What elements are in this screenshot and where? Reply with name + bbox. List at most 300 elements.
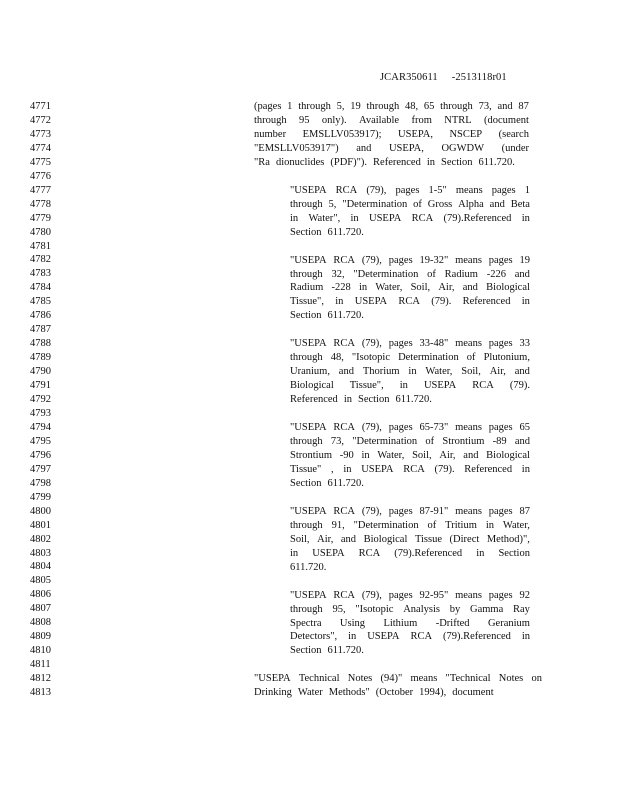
word: "Determination	[353, 519, 419, 531]
word: Geranium	[487, 617, 530, 629]
word: EMSLLV053917);	[302, 128, 382, 140]
word: Alpha	[458, 198, 484, 210]
word: "USEPA	[254, 673, 291, 685]
word: 95,	[332, 603, 346, 615]
word: and	[463, 450, 479, 461]
line-number: 4813	[30, 687, 51, 699]
paragraph-line	[290, 281, 530, 295]
word: Section	[441, 156, 473, 168]
word: in	[290, 547, 299, 559]
word: means	[455, 338, 482, 350]
paragraph-line	[290, 533, 530, 547]
word: 19-32"	[419, 254, 449, 266]
line-number: 4784	[30, 282, 51, 294]
word: pages	[388, 589, 413, 601]
word: through	[290, 519, 323, 531]
word: Soil,	[290, 533, 310, 545]
paragraph-line	[290, 561, 530, 575]
paragraph-line	[290, 547, 530, 561]
word: Ray	[513, 603, 530, 615]
word: Section	[290, 477, 322, 489]
word: "Isotopic	[355, 603, 394, 615]
word: and	[514, 268, 530, 280]
line-number: 4795	[30, 435, 51, 447]
word: and	[356, 142, 372, 154]
word: "EMSLLV053917")	[254, 142, 339, 154]
word: (79).Referenced	[442, 631, 511, 643]
word: in	[343, 394, 352, 406]
word: of	[427, 519, 437, 531]
word: -89	[492, 436, 507, 448]
word: USEPA	[312, 547, 345, 559]
word: RCA	[333, 338, 355, 350]
word: Water",	[308, 212, 341, 224]
word: in	[399, 380, 408, 392]
word: RCA	[335, 184, 358, 196]
word: Notes	[347, 673, 373, 685]
word: 611.720.	[327, 477, 364, 489]
line-number: 4802	[30, 533, 51, 545]
word: Uranium,	[290, 366, 330, 378]
word: (79).	[509, 380, 530, 392]
word: Spectra	[290, 617, 322, 629]
paragraph-line	[290, 337, 530, 351]
word: USEPA	[361, 463, 394, 475]
word: Strontium	[290, 450, 333, 461]
word: pages	[488, 589, 513, 601]
word: Notes	[498, 673, 524, 685]
word: 611.720.	[327, 226, 364, 238]
word: in	[426, 156, 436, 168]
line-number: 4782	[30, 254, 51, 266]
word: and	[497, 101, 513, 112]
paragraph-line	[290, 379, 530, 393]
word: (79),	[361, 505, 382, 517]
word: USEPA,	[398, 128, 433, 140]
word: Drinking	[254, 687, 292, 699]
word: Water,	[502, 519, 530, 531]
word: of	[413, 198, 422, 210]
word: (79),	[361, 422, 382, 434]
word: 611.720.	[327, 645, 364, 657]
word: -226	[486, 268, 506, 280]
word: Radium	[290, 282, 324, 294]
line-number: 4783	[30, 268, 51, 280]
word: 91,	[331, 519, 345, 531]
word: "USEPA	[290, 338, 327, 350]
word: in	[350, 212, 359, 224]
word: USEPA	[367, 631, 400, 643]
word: (79).Referenced	[443, 212, 512, 224]
word: and	[338, 366, 354, 378]
word: RCA	[411, 212, 434, 224]
paragraph-line	[290, 198, 530, 212]
paragraph-line	[290, 295, 530, 309]
line-number: 4805	[30, 575, 51, 587]
word: 65	[423, 101, 435, 112]
word: through	[290, 436, 323, 448]
word: means	[410, 673, 438, 685]
paragraph-line	[254, 156, 529, 170]
paragraph-line	[290, 421, 530, 435]
line-number: 4779	[30, 212, 51, 224]
word: (under	[501, 142, 529, 154]
word: Determination	[398, 352, 459, 364]
word: "USEPA	[290, 505, 327, 517]
word: "Determination	[342, 198, 408, 210]
word: from	[411, 114, 432, 126]
line-number: 4780	[30, 226, 51, 238]
word: and	[462, 282, 478, 294]
word: Plutonium,	[483, 352, 530, 364]
line-number: 4773	[30, 128, 51, 140]
word: "Isotopic	[351, 352, 391, 364]
word: dionuclides	[275, 156, 325, 168]
word: 87-91"	[419, 505, 449, 517]
word: Water	[297, 687, 323, 699]
word: Beta	[510, 198, 530, 210]
paragraph-line	[290, 435, 530, 449]
word: -Drifted	[435, 617, 470, 629]
word: in	[485, 519, 494, 531]
word: on	[531, 673, 542, 685]
word: USEPA	[423, 380, 457, 392]
word: Biological	[486, 450, 530, 461]
word: Gross	[427, 198, 453, 210]
paragraph-line	[254, 672, 542, 686]
word: "Ra	[254, 156, 270, 168]
word: of	[427, 268, 436, 280]
line-number: 4807	[30, 603, 51, 615]
word: (pages	[254, 101, 282, 112]
word: by	[449, 603, 461, 615]
paragraph-line	[290, 644, 530, 658]
word: ,	[331, 463, 334, 475]
paragraph-line	[290, 519, 530, 533]
word: (79),	[361, 589, 382, 601]
word: through	[290, 268, 323, 280]
word: (Direct	[449, 533, 480, 545]
word: 33-48"	[419, 338, 449, 350]
word: and	[489, 198, 505, 210]
word: 92	[519, 589, 530, 601]
word: (search	[498, 128, 529, 140]
word: 87	[518, 101, 529, 112]
word: means	[455, 254, 482, 266]
line-number: 4778	[30, 198, 51, 210]
word: of	[466, 352, 476, 364]
word: Tritium	[445, 519, 477, 531]
word: pages	[488, 505, 513, 517]
paragraph-line	[290, 463, 530, 477]
line-number: 4787	[30, 324, 51, 336]
document-code: JCAR350611	[380, 72, 438, 83]
paragraph-line	[290, 617, 530, 631]
word: NSCEP	[449, 128, 483, 140]
word: 87	[519, 505, 530, 517]
line-number: 4794	[30, 421, 51, 433]
word: "Determination	[352, 436, 418, 448]
word: RCA	[333, 505, 355, 517]
word: number	[254, 128, 287, 140]
word: Methods"	[328, 687, 370, 699]
word: 5,	[336, 101, 345, 112]
paragraph-line	[290, 268, 530, 282]
line-number: 4801	[30, 519, 51, 531]
word: USEPA	[369, 212, 402, 224]
line-number: 4796	[30, 449, 51, 461]
word: 19	[519, 254, 530, 266]
word: Air,	[317, 533, 334, 545]
line-number: 4809	[30, 631, 51, 643]
paragraph-line	[290, 351, 530, 365]
word: in	[521, 631, 530, 643]
word: RCA	[333, 422, 355, 434]
line-number: 4786	[30, 310, 51, 322]
word: (PDF)").	[330, 156, 368, 168]
word: pages	[388, 505, 413, 517]
word: 5,	[328, 198, 337, 210]
word: 65	[519, 422, 530, 434]
word: of	[425, 436, 435, 448]
word: means	[455, 505, 482, 517]
word: 48,	[404, 101, 419, 112]
paragraph-line	[254, 686, 542, 700]
word: Section	[290, 310, 322, 322]
word: Gamma	[470, 603, 504, 615]
word: RCA	[403, 463, 425, 475]
word: through	[298, 101, 331, 112]
word: through	[366, 101, 400, 112]
line-number: 4774	[30, 142, 51, 154]
word: (79),	[361, 338, 382, 350]
word: Section	[498, 547, 530, 559]
word: RCA	[333, 589, 355, 601]
word: "USEPA	[290, 422, 327, 434]
word: USEPA	[354, 296, 388, 308]
word: (document	[484, 114, 529, 126]
word: RCA	[398, 296, 420, 308]
line-number: 4788	[30, 338, 51, 350]
reference-code: -2513118r01	[451, 72, 507, 83]
word: 73,	[330, 436, 345, 448]
paragraph-line	[290, 226, 530, 240]
line-number: 4791	[30, 380, 51, 392]
line-number: 4776	[30, 170, 51, 182]
paragraph-line	[254, 142, 529, 156]
line-number: 4800	[30, 505, 51, 517]
word: Water,	[375, 282, 403, 294]
word: document	[452, 687, 494, 699]
line-number: 4810	[30, 645, 51, 657]
word: Thorium	[362, 366, 400, 378]
line-number: 4806	[30, 589, 51, 601]
word: Lithium	[383, 617, 418, 629]
word: in	[361, 450, 370, 461]
word: RCA	[410, 631, 433, 643]
page-header	[380, 72, 507, 83]
word: through	[290, 198, 323, 210]
word: Tissue",	[349, 380, 384, 392]
word: Air,	[439, 450, 456, 461]
word: Detectors",	[290, 631, 338, 643]
word: Available	[359, 114, 400, 126]
paragraph-line	[254, 100, 529, 114]
word: Strontium	[442, 436, 485, 448]
word: Tissue",	[290, 296, 324, 308]
word: OGWDW	[441, 142, 485, 154]
word: in	[521, 296, 530, 308]
line-number: 4771	[30, 101, 51, 112]
word: (94)"	[380, 673, 403, 685]
word: 611.720.	[327, 310, 364, 322]
line-number: 4789	[30, 352, 51, 364]
word: (October	[375, 687, 414, 699]
word: Air,	[438, 282, 455, 294]
word: pages	[395, 184, 420, 196]
line-number: 4793	[30, 407, 51, 419]
paragraph-line	[254, 128, 529, 142]
word: in	[358, 282, 368, 294]
word: 1-5"	[428, 184, 447, 196]
word: Section	[290, 226, 322, 238]
word: Biological	[486, 282, 530, 294]
word: means	[455, 184, 483, 196]
paragraph-line	[290, 630, 530, 644]
word: Section	[357, 394, 390, 406]
paragraph-line	[290, 212, 530, 226]
word: 92-95"	[419, 589, 449, 601]
word: "Technical	[445, 673, 491, 685]
line-number: 4803	[30, 547, 51, 559]
word: pages	[388, 422, 413, 434]
paragraph-line	[290, 254, 530, 268]
word: in	[408, 366, 417, 378]
word: (79).	[431, 296, 452, 308]
word: in	[348, 631, 357, 643]
word: pages	[488, 422, 513, 434]
word: -228	[331, 282, 351, 294]
word: in	[476, 547, 485, 559]
word: pages	[488, 338, 513, 350]
paragraph-line	[290, 365, 530, 379]
word: Section	[290, 645, 322, 657]
word: means	[455, 589, 482, 601]
line-number: 4804	[30, 561, 51, 573]
word: 32,	[331, 268, 345, 280]
line-number: 4777	[30, 184, 51, 196]
line-number: 4797	[30, 463, 51, 475]
word: pages	[388, 338, 413, 350]
word: "USEPA	[290, 184, 327, 196]
word: Biological	[290, 380, 334, 392]
line-number: 4811	[30, 659, 51, 671]
line-number: 4798	[30, 477, 51, 489]
word: in	[335, 296, 344, 308]
word: Air,	[489, 366, 506, 378]
word: RCA	[358, 547, 381, 559]
word: Biological	[363, 533, 408, 545]
word: Radium	[444, 268, 478, 280]
word: 1	[287, 101, 293, 112]
word: 65-73"	[419, 422, 449, 434]
paragraph-line	[290, 589, 530, 603]
line-number: 4785	[30, 296, 51, 308]
word: 73,	[478, 101, 492, 112]
word: through	[290, 352, 323, 364]
word: (79).Referenced	[394, 547, 463, 559]
word: through	[440, 101, 473, 112]
word: means	[455, 422, 482, 434]
word: only).	[321, 114, 347, 126]
word: and	[514, 366, 530, 378]
word: "USEPA	[290, 589, 327, 601]
word: 1	[524, 184, 530, 196]
paragraph-line	[254, 114, 529, 128]
word: through	[254, 114, 287, 126]
paragraph-line	[290, 184, 530, 198]
word: and	[340, 533, 357, 545]
word: Analysis	[403, 603, 440, 615]
word: "USEPA	[290, 254, 327, 266]
line-number: 4808	[30, 617, 51, 629]
word: Referenced	[464, 463, 513, 475]
word: (79),	[366, 184, 387, 196]
word: Referenced	[290, 394, 338, 406]
word: Referenced	[462, 296, 511, 308]
paragraph-line	[290, 449, 530, 463]
word: 611.720.	[395, 394, 432, 406]
word: in	[521, 212, 530, 224]
word: through	[290, 603, 323, 615]
word: Tissue"	[290, 463, 322, 475]
line-number: 4799	[30, 491, 51, 503]
word: (79),	[361, 254, 382, 266]
word: Referenced	[373, 156, 421, 168]
word: NTRL	[444, 114, 472, 126]
word: 33	[519, 338, 530, 350]
word: 19	[350, 101, 361, 112]
word: Water,	[425, 366, 453, 378]
word: pages	[388, 254, 413, 266]
word: Soil,	[412, 450, 432, 461]
word: Method)",	[486, 533, 530, 545]
word: Tissue	[414, 533, 442, 545]
word: and	[514, 436, 530, 448]
line-number: 4772	[30, 114, 51, 126]
word: 95	[299, 114, 310, 126]
line-number-column	[30, 100, 51, 700]
word: in	[290, 212, 299, 224]
word: Water,	[377, 450, 405, 461]
line-number: 4775	[30, 156, 51, 168]
paragraph-line	[290, 603, 530, 617]
word: 48,	[330, 352, 344, 364]
line-number: 4792	[30, 394, 51, 406]
word: Using	[339, 617, 366, 629]
word: in	[521, 463, 530, 475]
word: 1994),	[419, 687, 447, 699]
word: pages	[488, 254, 513, 266]
word: in	[343, 463, 352, 475]
paragraph-line	[290, 309, 530, 323]
word: 611.720.	[478, 156, 515, 168]
word: RCA	[472, 380, 494, 392]
paragraph-line	[290, 393, 530, 407]
word: RCA	[333, 254, 355, 266]
word: "Determination	[353, 268, 419, 280]
line-number: 4781	[30, 240, 51, 252]
